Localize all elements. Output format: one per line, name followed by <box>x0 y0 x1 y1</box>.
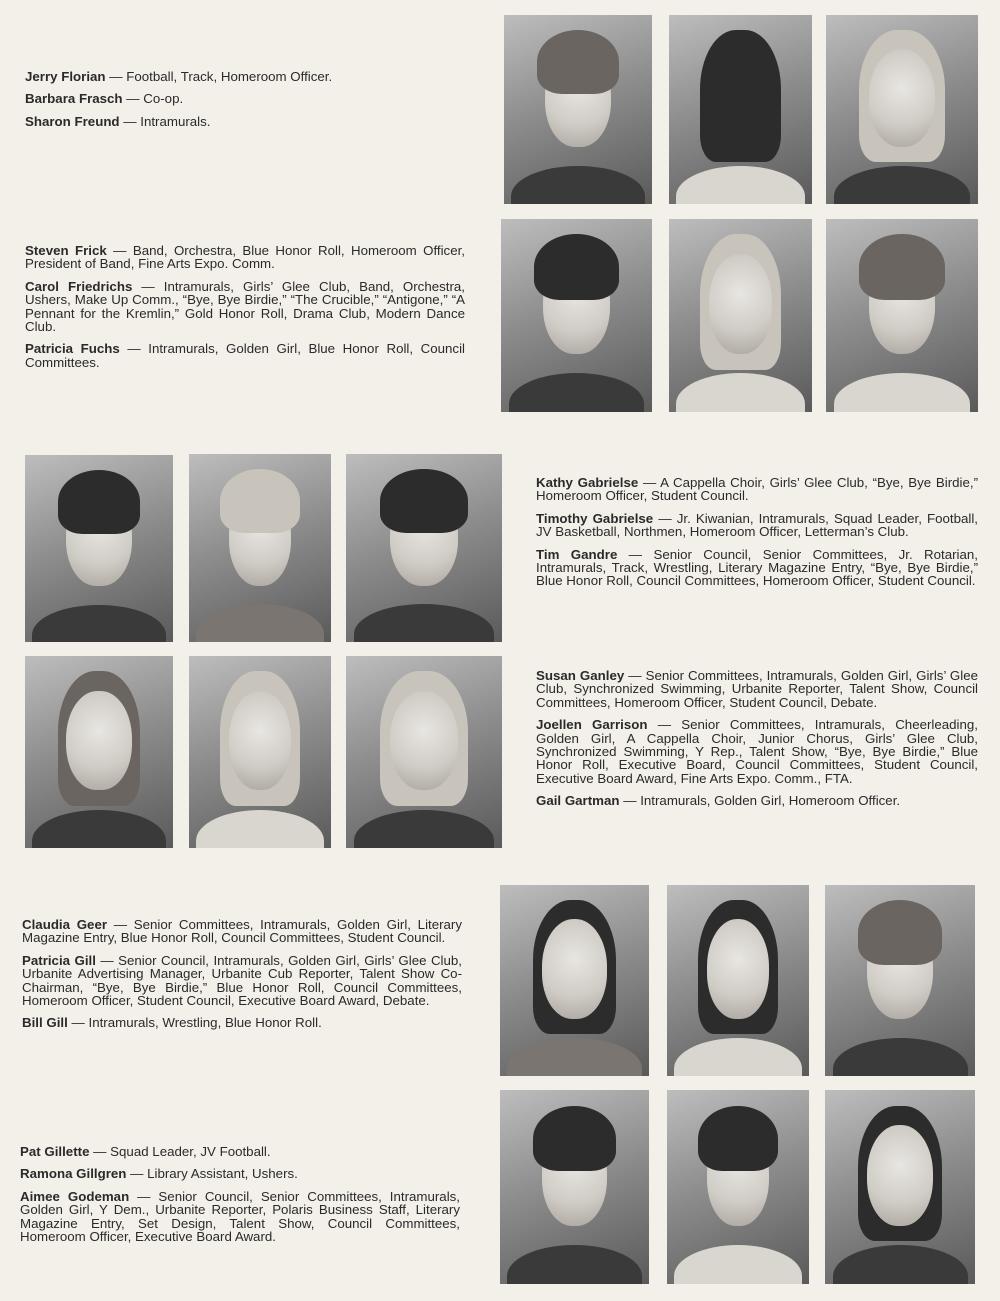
student-entry <box>536 476 978 503</box>
student-entry <box>536 669 978 709</box>
student-name: Jerry Florian <box>25 69 106 84</box>
student-portrait <box>825 885 975 1076</box>
student-text-block <box>20 1145 460 1252</box>
student-portrait <box>826 15 978 204</box>
student-name: Tim Gandre <box>536 546 618 562</box>
student-portrait <box>500 1090 649 1284</box>
student-name: Aimee Godeman <box>20 1188 130 1204</box>
student-name: Pat Gillette <box>20 1144 90 1159</box>
student-entry <box>20 1145 460 1158</box>
student-name: Patricia Gill <box>22 952 96 968</box>
student-name: Sharon Freund <box>25 113 120 129</box>
student-name: Timothy Gabrielse <box>536 510 654 526</box>
student-portrait <box>504 15 652 204</box>
student-activities: — Senior Committees, Intramurals, Golden Girl, Girls’ Glee Club, Synchronized Swimming, Urbanite Reporter, Talent Show, Council Committees, Homeroom Officer, Student Council, Debate. <box>536 668 978 710</box>
student-entry <box>536 548 978 588</box>
student-text-block <box>536 476 978 597</box>
student-activities: — Senior Council, Senior Committees, Jr. Rotarian, Intramurals, Track, Wrestling, Literary Magazine Entry, “Bye, Bye Birdie,” Blue Honor Roll, Council Committees, Homeroom Officer, Student Council. <box>536 546 978 589</box>
student-entry <box>536 718 978 785</box>
student-activities: — Senior Committees, Intramurals, Golden Girl, Literary Magazine Entry, Blue Honor Roll, Council Committees, Student Council. <box>22 917 463 946</box>
student-activities: — Senior Council, Intramurals, Golden Girl, Girls’ Glee Club, Urbanite Advertising Manager, Urbanite Cub Reporter, Talent Show Co-Chairman, “Bye, Bye Birdie,” Blue Honor Roll, Council Committees, Homeroom Officer, Student Council, Executive Board Award, Debate. <box>22 952 462 1009</box>
student-activities: — Library Assistant, Ushers. <box>130 1166 298 1182</box>
student-portrait <box>25 656 173 848</box>
student-name: Susan Ganley <box>536 668 625 683</box>
student-name: Patricia Fuchs <box>25 341 120 357</box>
student-entry <box>25 244 465 271</box>
student-portrait <box>669 219 812 412</box>
student-activities: — Co-op. <box>126 91 184 107</box>
student-portrait <box>667 885 809 1076</box>
student-portrait <box>346 454 502 642</box>
student-activities: — Jr. Kiwanian, Intramurals, Squad Leader, Football, JV Basketball, Northmen, Homeroom Officer, Letterman’s Club. <box>536 510 979 540</box>
student-entry <box>22 1016 462 1029</box>
student-name: Bill Gill <box>22 1015 68 1031</box>
student-activities: — Intramurals. <box>123 113 211 129</box>
student-portrait <box>825 1090 975 1284</box>
student-portrait <box>669 15 812 204</box>
student-text-block <box>536 669 978 817</box>
student-name: Carol Friedrichs <box>25 278 133 294</box>
student-entry <box>22 918 462 945</box>
student-activities: — Intramurals, Wrestling, Blue Honor Roll. <box>71 1015 322 1031</box>
student-portrait <box>500 885 649 1076</box>
student-text-block <box>22 918 462 1039</box>
student-activities: — Senior Committees, Intramurals, Cheerleading, Golden Girl, A Cappella Choir, Junior Chorus, Girls’ Glee Club, Synchronized Swimming, Y Rep., Talent Show, “Bye, Bye Birdie,” Blue Honor Roll, Executive Board, Council Committees, Student Council, Executive Board Award, Fine Arts Expo. Comm., FTA. <box>536 717 978 786</box>
student-entry <box>22 954 462 1008</box>
student-activities: — Intramurals, Golden Girl, Blue Honor Roll, Council Committees. <box>25 341 465 370</box>
student-entry <box>536 794 978 807</box>
student-entry <box>25 342 465 369</box>
student-activities: — Intramurals, Golden Girl, Homeroom Officer. <box>623 793 901 809</box>
student-entry <box>536 512 978 539</box>
student-text-block <box>25 244 465 378</box>
student-activities: — A Cappella Choir, Girls’ Glee Club, “Bye, Bye Birdie,” Homeroom Officer, Student Council. <box>536 475 978 504</box>
student-portrait <box>189 454 331 642</box>
student-activities: — Squad Leader, JV Football. <box>93 1144 271 1159</box>
student-name: Ramona Gillgren <box>20 1166 127 1182</box>
student-activities: — Senior Council, Senior Committees, Intramurals, Golden Girl, Y Dem., Urbanite Reporter, Polaris Business Staff, Literary Magazine Entry, Set Design, Talent Show, Council Committees, Homeroom Officer, Executive Board Award. <box>20 1188 460 1245</box>
student-entry <box>25 280 465 334</box>
student-name: Steven Frick <box>25 243 107 258</box>
student-portrait <box>667 1090 809 1284</box>
student-portrait <box>501 219 652 412</box>
student-entry <box>25 115 465 128</box>
student-portrait <box>189 656 331 848</box>
student-name: Kathy Gabrielse <box>536 475 639 490</box>
student-activities: — Band, Orchestra, Blue Honor Roll, Homeroom Officer, President of Band, Fine Arts Expo. Comm. <box>25 243 465 272</box>
student-name: Joellen Garrison <box>536 717 648 733</box>
student-name: Gail Gartman <box>536 793 620 809</box>
student-activities: — Football, Track, Homeroom Officer. <box>109 69 333 84</box>
student-text-block <box>25 70 465 137</box>
student-portrait <box>25 455 173 642</box>
student-activities: — Intramurals, Girls’ Glee Club, Band, Orchestra, Ushers, Make Up Comm., “Bye, Bye Birdie,” “The Crucible,” “Antigone,” “A Pennant for the Kremlin,” Gold Honor Roll, Drama Club, Modern Dance Club. <box>25 278 465 335</box>
student-entry <box>25 70 465 83</box>
student-entry <box>20 1190 460 1244</box>
student-entry <box>25 92 465 105</box>
student-portrait <box>826 219 978 412</box>
student-name: Barbara Frasch <box>25 91 123 107</box>
student-name: Claudia Geer <box>22 917 108 932</box>
student-portrait <box>346 656 502 848</box>
student-entry <box>20 1167 460 1180</box>
